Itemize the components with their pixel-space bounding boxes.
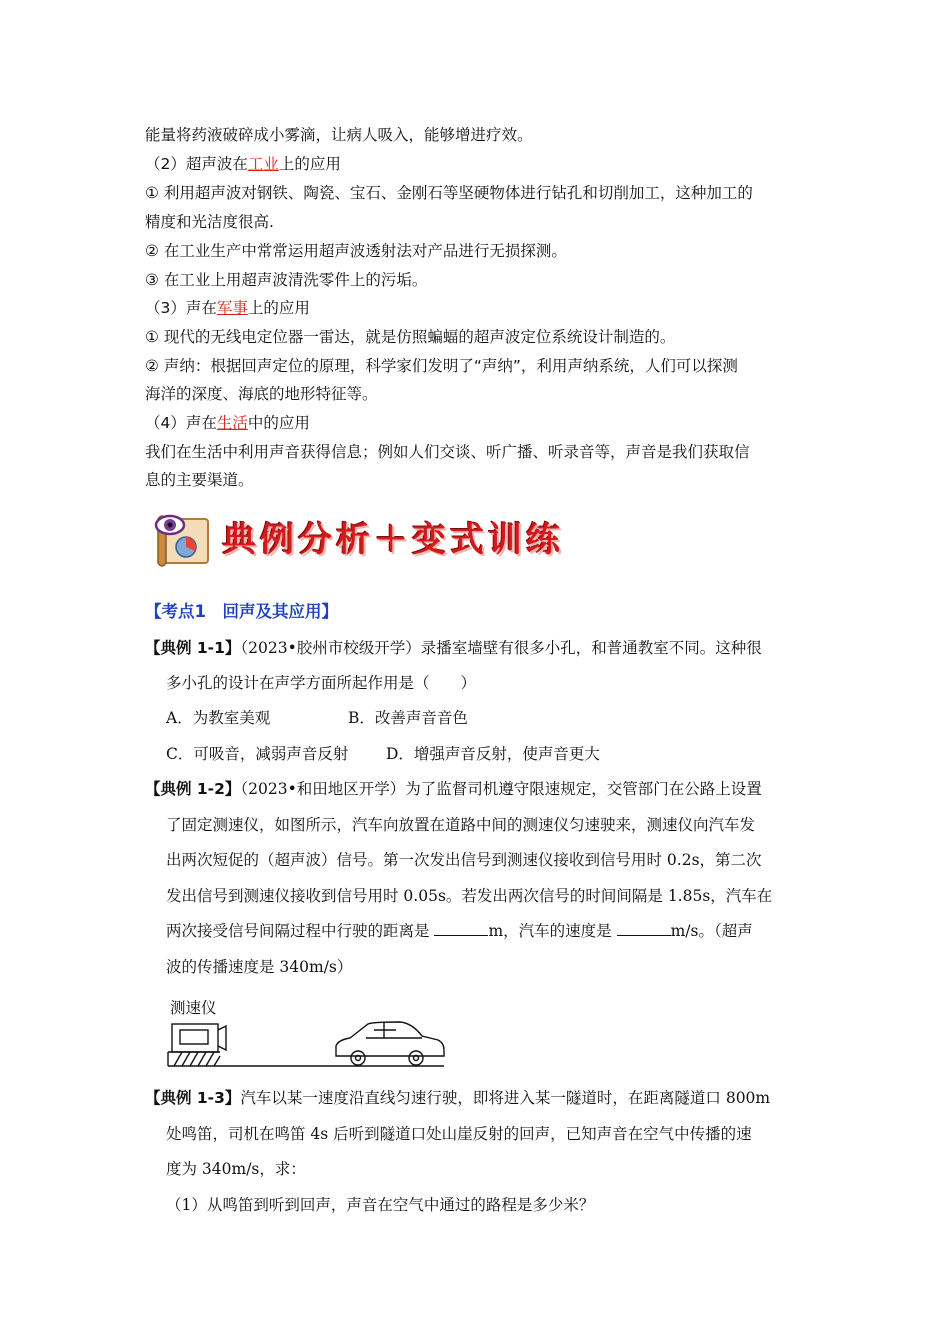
question-2-line: 了固定测速仪，如图所示，汽车向放置在道路中间的测速仪匀速驶来，测速仪向汽车发 — [166, 816, 756, 834]
figure-label: 测速仪 — [170, 999, 217, 1017]
text-line: 我们在生活中利用声音获得信息；例如人们交谈、听广播、听录音等，声音是我们获取信 — [145, 443, 750, 461]
question-3-subquestion: （1）从鸣笛到听到回声，声音在空气中通过的路程是多少米？ — [166, 1196, 595, 1214]
question-text: m，汽车的速度是 — [488, 922, 617, 940]
question-tag: 【典例 1-3】 — [145, 1089, 241, 1107]
option-b: B．改善声音音色 — [348, 709, 468, 727]
question-2-line: 出两次短促的（超声波）信号。第一次发出信号到测速仪接收到信号用时 0.2s，第二次 — [166, 851, 762, 869]
answer-blank[interactable] — [617, 919, 671, 936]
text-line: 海洋的深度、海底的地形特征等。 — [145, 385, 378, 403]
option-d: D．增强声音反射，使声音更大 — [386, 745, 600, 763]
speed-camera-figure — [160, 1016, 460, 1078]
subheading-prefix: （3）声在 — [145, 299, 217, 317]
text-line: ① 现代的无线电定位器一雷达，就是仿照蝙蝠的超声波定位系统设计制造的。 — [145, 328, 676, 346]
subheading-suffix: 上的应用 — [247, 299, 310, 317]
question-1-line — [145, 631, 762, 666]
question-2-line — [166, 914, 753, 949]
question-2-line — [145, 772, 762, 807]
question-text: 两次接受信号间隔过程中行驶的距离是 — [166, 922, 435, 940]
question-tag: 【典例 1-2】 — [145, 780, 241, 798]
text-line: ② 在工业生产中常常运用超声波透射法对产品进行无损探测。 — [145, 242, 567, 260]
topic-heading: 【考点1 回声及其应用】 — [145, 602, 338, 621]
question-text: （2023•胶州市校级开学）录播室墙壁有很多小孔，和普通教室不同。这种很 — [240, 639, 762, 657]
text-line: 息的主要渠道。 — [145, 471, 254, 489]
subheading-suffix: 上的应用 — [278, 155, 341, 173]
question-text: m/s。（超声 — [670, 922, 753, 940]
question-2-line: 波的传播速度是 340m/s） — [166, 958, 353, 976]
question-tag: 【典例 1-1】 — [145, 639, 241, 657]
option-c: C．可吸音，减弱声音反射 — [166, 745, 349, 763]
subheading-industry — [145, 150, 341, 179]
subheading-prefix: （2）超声波在 — [145, 155, 248, 173]
text-line: 能量将药液破碎成小雾滴，让病人吸入，能够增进疗效。 — [145, 126, 533, 144]
question-2-line: 发出信号到测速仪接收到信号用时 0.05s。若发出两次信号的时间间隔是 1.85s，汽车在 — [166, 887, 773, 905]
text-line: 精度和光洁度很高. — [145, 213, 274, 231]
banner-title: 典例分析＋变式训练 — [222, 520, 564, 560]
eye-scroll-icon — [148, 505, 218, 567]
text-line: ② 声纳：根据回声定位的原理，科学家们发明了“声纳”，利用声纳系统，人们可以探测 — [145, 357, 738, 375]
subheading-military — [145, 294, 310, 323]
question-3-line — [145, 1081, 770, 1116]
question-3-line: 处鸣笛，司机在鸣笛 4s 后听到隧道口处山崖反射的回声，已知声音在空气中传播的速 — [166, 1125, 752, 1143]
text-line: ③ 在工业上用超声波清洗零件上的污垢。 — [145, 271, 428, 289]
subheading-suffix: 中的应用 — [247, 414, 310, 432]
highlight-life: 生活 — [216, 414, 248, 432]
highlight-industry: 工业 — [247, 155, 279, 173]
subheading-prefix: （4）声在 — [145, 414, 217, 432]
question-text: （2023•和田地区开学）为了监督司机遵守限速规定，交管部门在公路上设置 — [240, 780, 762, 798]
question-1-line: 多小孔的设计在声学方面所起作用是（ ） — [166, 674, 477, 692]
highlight-military: 军事 — [216, 299, 248, 317]
answer-blank[interactable] — [434, 919, 488, 936]
text-line: ① 利用超声波对钢铁、陶瓷、宝石、金刚石等坚硬物体进行钻孔和切削加工，这种加工的 — [145, 184, 753, 202]
question-text: 汽车以某一速度沿直线匀速行驶，即将进入某一隧道时，在距离隧道口 800m — [240, 1089, 771, 1107]
question-3-line: 度为 340m/s，求： — [166, 1160, 306, 1178]
subheading-life — [145, 409, 310, 438]
option-a: A．为教室美观 — [166, 709, 271, 727]
